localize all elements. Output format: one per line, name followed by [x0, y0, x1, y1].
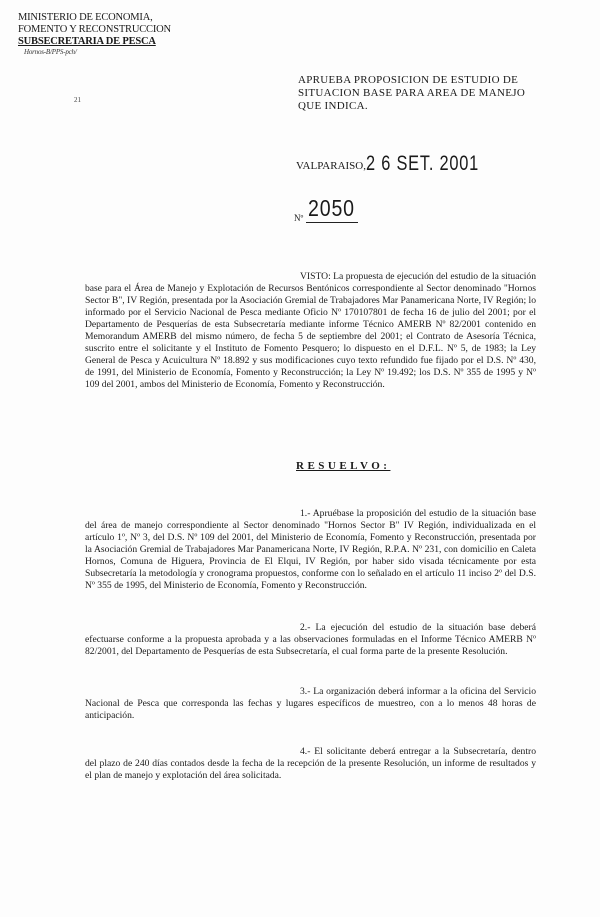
article-2-paragraph: 2.- La ejecución del estudio de la situación base deberá efectuarse conforme a la propuesta aprobada y a las observaciones formuladas en el Informe Técnico AMERB Nº 82/2001, del Departamento de Pesquerías de esta Subsecretaría, el cual forma parte de la presente Resolución. [85, 622, 536, 657]
header-reference: Hornos-B/PPS-pch/ [24, 48, 77, 56]
header-subsecretaria: SUBSECRETARIA DE PESCA [18, 36, 156, 47]
header-ministry-cont: FOMENTO Y RECONSTRUCCION [18, 24, 171, 35]
date-stamp: 2 6 SET. 2001 [366, 152, 480, 175]
header-ministry: MINISTERIO DE ECONOMIA, [18, 12, 153, 23]
article-3-paragraph: 3.- La organización deberá informar a la oficina del Servicio Nacional de Pesca que corresponda las fechas y lugares específicos de muestreo, con a lo menos 48 horas de anticipación. [85, 686, 536, 721]
number-label: Nº [294, 213, 304, 223]
number-underline [306, 222, 358, 223]
resolution-number: 2050 [308, 195, 355, 221]
visto-paragraph: VISTO: La propuesta de ejecución del estudio de la situación base para el Área de Manejo y Explotación de Recursos Bentónicos correspondiente al Sector denominado "Hornos Sector B", IV Región, presentada por la Asociación Gremial de Trabajadores Mar Panamericana Norte, IV Región; lo informado por el Servicio Nacional de Pesca mediante Oficio Nº 170107801 de fecha 16 de julio del 2001; por el Departamento de Pesquerías de esta Subsecretaría mediante informe Técnico AMERB Nº 82/2001 contenido en Memorandum AMERB del mismo número, de fecha 5 de septiembre del 2001; el Contrato de Asesoría Técnica, suscrito entre el solicitante y el Instituto de Fomento Pesquero; lo dispuesto en el D.F.L. Nº 5, de 1983; la Ley General de Pesca y Acuicultura Nº 18.892 y sus modificaciones cuyo texto refundido fue fijado por el D.S. Nº 430, de 1991, del Ministerio de Economía, Fomento y Reconstrucción; la Ley Nº 19.492; los D.S. Nº 355 de 1995 y Nº 109 del 2001, ambos del Ministerio de Economía, Fomento y Reconstrucción. [85, 271, 536, 390]
resuelvo-heading: RESUELVO: [296, 460, 391, 472]
institution-header [18, 12, 171, 57]
article-4-paragraph: 4.- El solicitante deberá entregar a la Subsecretaría, dentro del plazo de 240 días contados desde la fecha de la recepción de la presente Resolución, un informe de resultados y el plan de manejo y explotación del área solicitada. [85, 746, 536, 781]
page-mark: 21 [74, 96, 81, 104]
place-label: VALPARAISO, [296, 160, 366, 172]
resolution-subject: APRUEBA PROPOSICION DE ESTUDIO DE SITUACION BASE PARA AREA DE MANEJO QUE INDICA. [298, 74, 526, 112]
article-1-paragraph: 1.- Apruébase la proposición del estudio de la situación base del área de manejo correspondiente al Sector denominado "Hornos Sector B" IV Región, individualizada en el artículo 1º, Nº 3, del D.S. Nº 109 del 2001, del Ministerio de Economía, Fomento y Reconstrucción, presentada por la Asociación Gremial de Trabajadores Mar Panamericana Norte, IV Región, R.P.A. Nº 231, con domicilio en Caleta Hornos, Comuna de Higuera, Provincia de El Elqui, IV Región, por haber sido visada técnicamente por esta Subsecretaría la metodología y cronograma propuestos, conforme con lo señalado en el artículo 11 inciso 2º del D.S. Nº 355 de 1995, del Ministerio de Economía, Fomento y Reconstrucción. [85, 508, 536, 591]
